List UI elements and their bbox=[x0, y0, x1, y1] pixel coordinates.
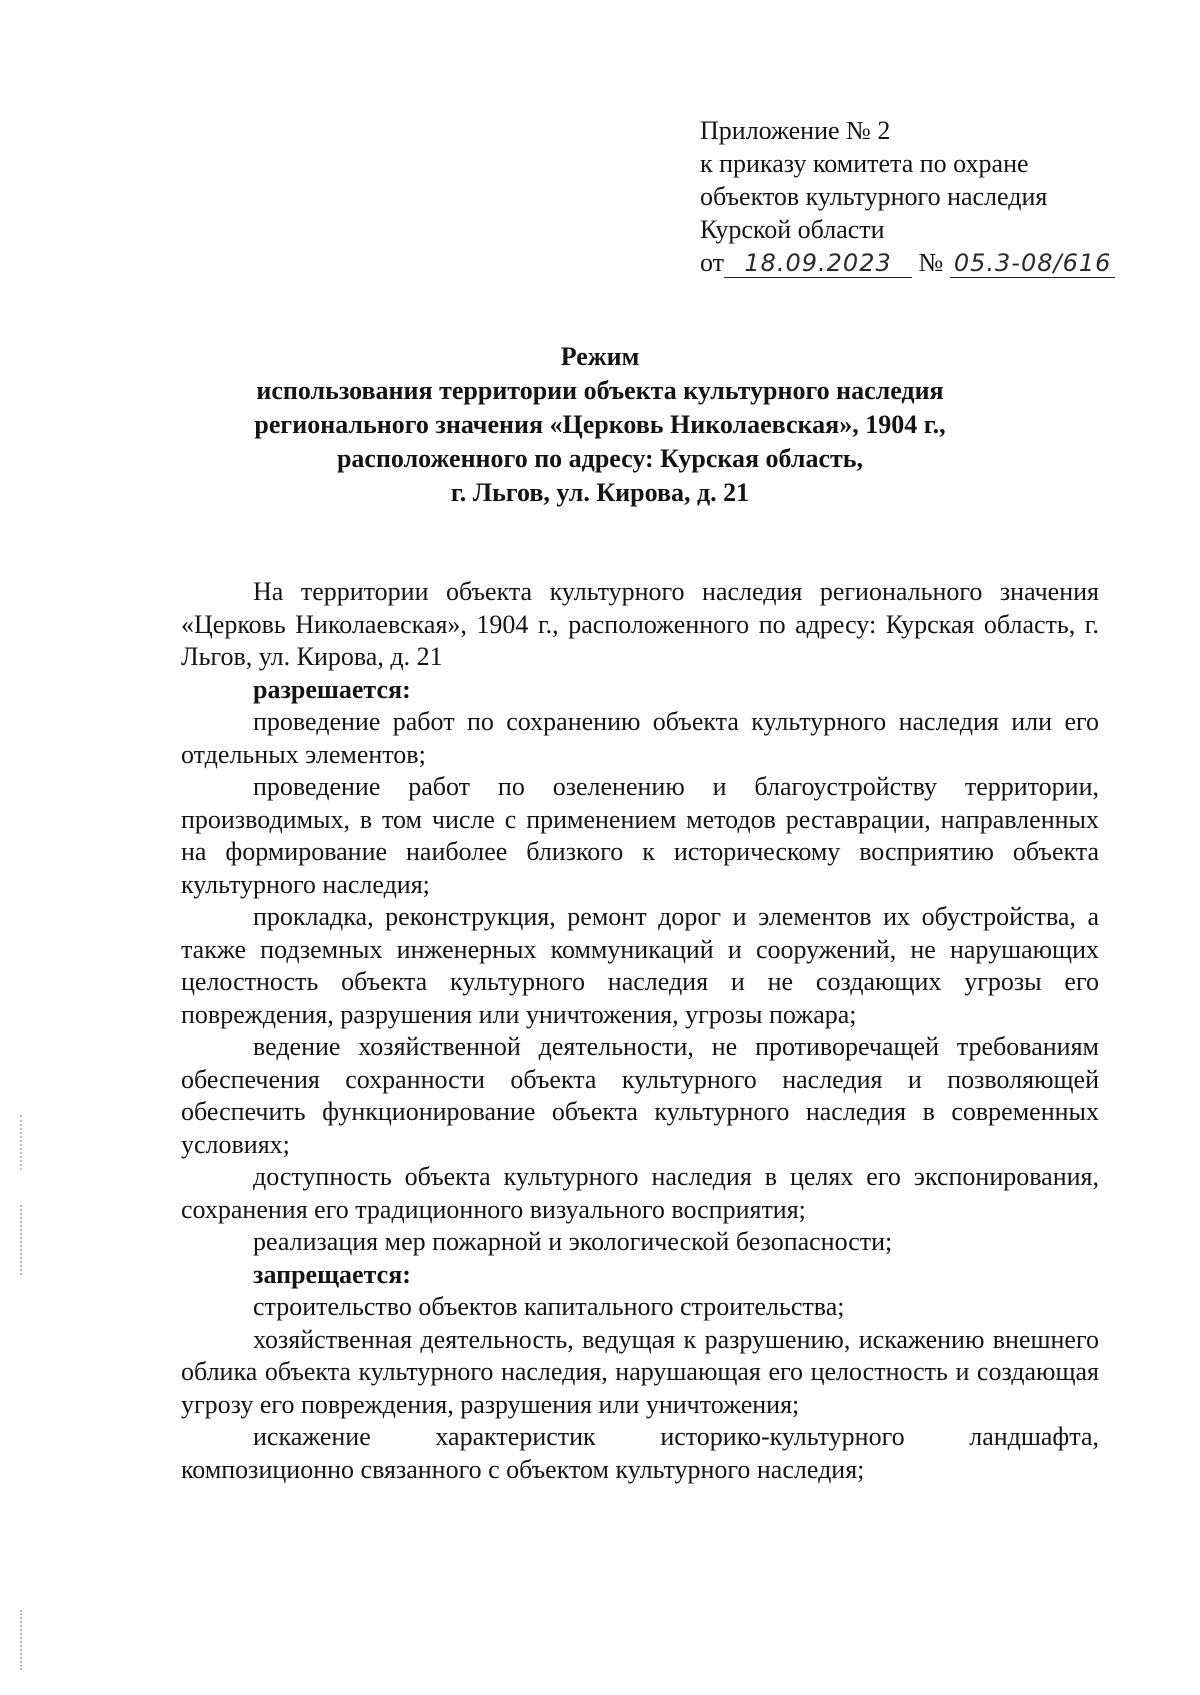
title-line: Режим bbox=[560, 342, 640, 371]
allowed-item: проведение работ по озеленению и благоустройству территории, производимых, в том числе с применением методов реставрации, направленных на формирование наиболее близкого к историческому восприятию объекта культурного наследия; bbox=[181, 772, 1099, 899]
allowed-item: реализация мер пожарной и экологической безопасности; bbox=[253, 1227, 893, 1256]
allowed-item: проведение работ по сохранению объекта культурного наследия или его отдельных элементов; bbox=[181, 707, 1099, 769]
from-label: от bbox=[700, 248, 725, 277]
title-line: г. Льгов, ул. Кирова, д. 21 bbox=[450, 478, 750, 507]
forbidden-item: хозяйственная деятельность, ведущая к разрушению, искажению внешнего облика объекта культурного наследия, нарушающая его целостность и создающая угрозу его повреждения, разрушения или уничтожения; bbox=[181, 1324, 1099, 1419]
title-line: использования территории объекта культурного наследия bbox=[256, 376, 944, 405]
number-label: № bbox=[918, 248, 944, 277]
allowed-item: прокладка, реконструкция, ремонт дорог и элементов их обустройства, а также подземных инженерных коммуникаций и сооружений, не нарушающих целостность объекта культурного наследия и не создающих угрозы его повреждения, разрушения или уничтожения, угрозы пожара; bbox=[181, 902, 1099, 1029]
scan-margin-mark bbox=[20, 1610, 24, 1670]
allowed-item: доступность объекта культурного наследия в целях его экспонирования, сохранения его традиционного визуального восприятия; bbox=[181, 1162, 1099, 1224]
forbidden-item: искажение характеристик историко-культурного ландшафта, композиционно связанного с объектом культурного наследия; bbox=[181, 1422, 1099, 1484]
appendix-block bbox=[700, 114, 1160, 279]
handwritten-date: 18.09.2023 bbox=[724, 249, 912, 278]
allowed-heading: разрешается: bbox=[253, 674, 411, 704]
intro-paragraph: На территории объекта культурного наследия регионального значения «Церковь Николаевская», 1904 г., расположенного по адресу: Курская область, г. Льгов, ул. Кирова, д. 21 bbox=[181, 577, 1099, 671]
appendix-line: Курской области bbox=[700, 215, 885, 244]
order-date-number-line bbox=[700, 246, 1160, 279]
allowed-item: ведение хозяйственной деятельности, не противоречащей требованиям обеспечения сохранности объекта культурного наследия и позволяющей обеспечить функционирование объекта культурного наследия в современных условиях; bbox=[181, 1032, 1099, 1159]
forbidden-item: строительство объектов капитального строительства; bbox=[253, 1292, 845, 1321]
handwritten-order-number: 05.3-08/616 bbox=[950, 249, 1116, 278]
forbidden-heading: запрещается: bbox=[253, 1259, 411, 1289]
appendix-line: объектов культурного наследия bbox=[700, 182, 1048, 211]
title-line: регионального значения «Церковь Николаевская», 1904 г., bbox=[254, 410, 946, 439]
appendix-line: к приказу комитета по охране bbox=[700, 149, 1029, 178]
document-title bbox=[150, 340, 1050, 510]
scan-margin-mark bbox=[20, 1115, 24, 1170]
document-body bbox=[181, 576, 1099, 1486]
title-line: расположенного по адресу: Курская область, bbox=[336, 444, 864, 473]
scan-margin-mark bbox=[20, 1205, 24, 1275]
appendix-line: Приложение № 2 bbox=[700, 116, 891, 145]
